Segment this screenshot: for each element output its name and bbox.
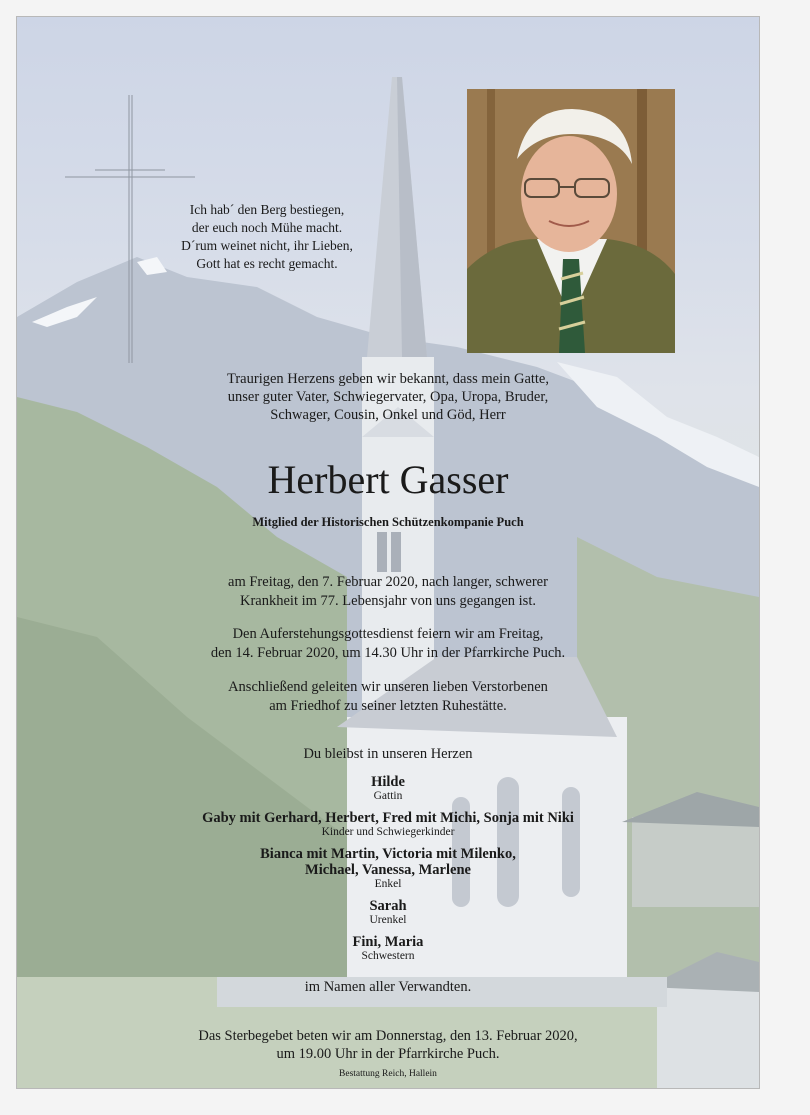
mourners-heading: Du bleibst in unseren Herzen [303, 746, 473, 762]
deceased-name: Herbert Gasser [267, 457, 509, 502]
poem-line: Gott hat es recht gemacht. [196, 256, 338, 271]
membership-note: Mitglied der Historischen Schützenkompanie Puch [252, 515, 524, 529]
paragraph-line: Krankheit im 77. Lebensjahr von uns gegangen ist. [240, 593, 536, 609]
announcement-intro [17, 370, 759, 424]
paragraph-line: am Freitag, den 7. Februar 2020, nach langer, schwerer [228, 574, 548, 590]
paragraph-line: am Friedhof zu seiner letzten Ruhestätte. [269, 698, 507, 714]
paragraph-line: Anschließend geleiten wir unseren lieben Verstorbenen [228, 679, 548, 695]
poem [167, 201, 367, 273]
poem-line: Ich hab´ den Berg bestiegen, [189, 202, 345, 217]
mourner-group [17, 934, 759, 963]
death-notice [17, 573, 759, 611]
mourner-names: Michael, Vanessa, Marlene [305, 862, 471, 878]
poem-line: der euch noch Mühe macht. [191, 220, 343, 235]
mourner-group [17, 774, 759, 803]
tower-window [391, 532, 401, 572]
prayer-line: um 19.00 Uhr in der Pfarrkirche Puch. [276, 1046, 500, 1062]
mourner-relation: Gattin [373, 790, 403, 802]
family-closing: im Namen aller Verwandten. [304, 979, 472, 995]
obituary-card [16, 16, 760, 1089]
church-spire-shadow [397, 77, 427, 357]
mourner-relation: Schwestern [361, 950, 415, 962]
mourners-list [17, 774, 759, 970]
mourner-names: Bianca mit Martin, Victoria mit Milenko, [260, 846, 516, 862]
mourner-names: Sarah [369, 898, 407, 914]
mourner-names: Hilde [371, 774, 405, 790]
intro-line: unser guter Vater, Schwiegervater, Opa, Uropa, Bruder, [227, 389, 549, 405]
burial-notice [17, 678, 759, 716]
paragraph-line: den 14. Februar 2020, um 14.30 Uhr in der Pfarrkirche Puch. [210, 645, 566, 661]
mourner-group [17, 898, 759, 927]
prayer-notice [17, 1027, 759, 1063]
mourner-names: Gaby mit Gerhard, Herbert, Fred mit Michi, Sonja mit Niki [202, 810, 574, 826]
mourner-relation: Enkel [374, 878, 402, 890]
mourner-relation: Urenkel [369, 914, 407, 926]
portrait-photo [467, 89, 675, 353]
intro-line: Traurigen Herzens geben wir bekannt, dass mein Gatte, [227, 371, 549, 387]
paragraph-line: Den Auferstehungsgottesdienst feiern wir am Freitag, [232, 626, 544, 642]
undertaker-credit: Bestattung Reich, Hallein [339, 1069, 437, 1079]
portrait-illustration [467, 89, 675, 353]
mourner-group [17, 846, 759, 891]
poem-line: D´rum weinet nicht, ihr Lieben, [181, 238, 353, 253]
mourner-names: Fini, Maria [352, 934, 424, 950]
mourner-relation: Kinder und Schwiegerkinder [321, 826, 455, 838]
prayer-line: Das Sterbegebet beten wir am Donnerstag, den 13. Februar 2020, [198, 1028, 578, 1044]
funeral-service-notice [17, 625, 759, 663]
intro-line: Schwager, Cousin, Onkel und Göd, Herr [270, 407, 506, 423]
tower-window [377, 532, 387, 572]
mourner-group [17, 810, 759, 839]
